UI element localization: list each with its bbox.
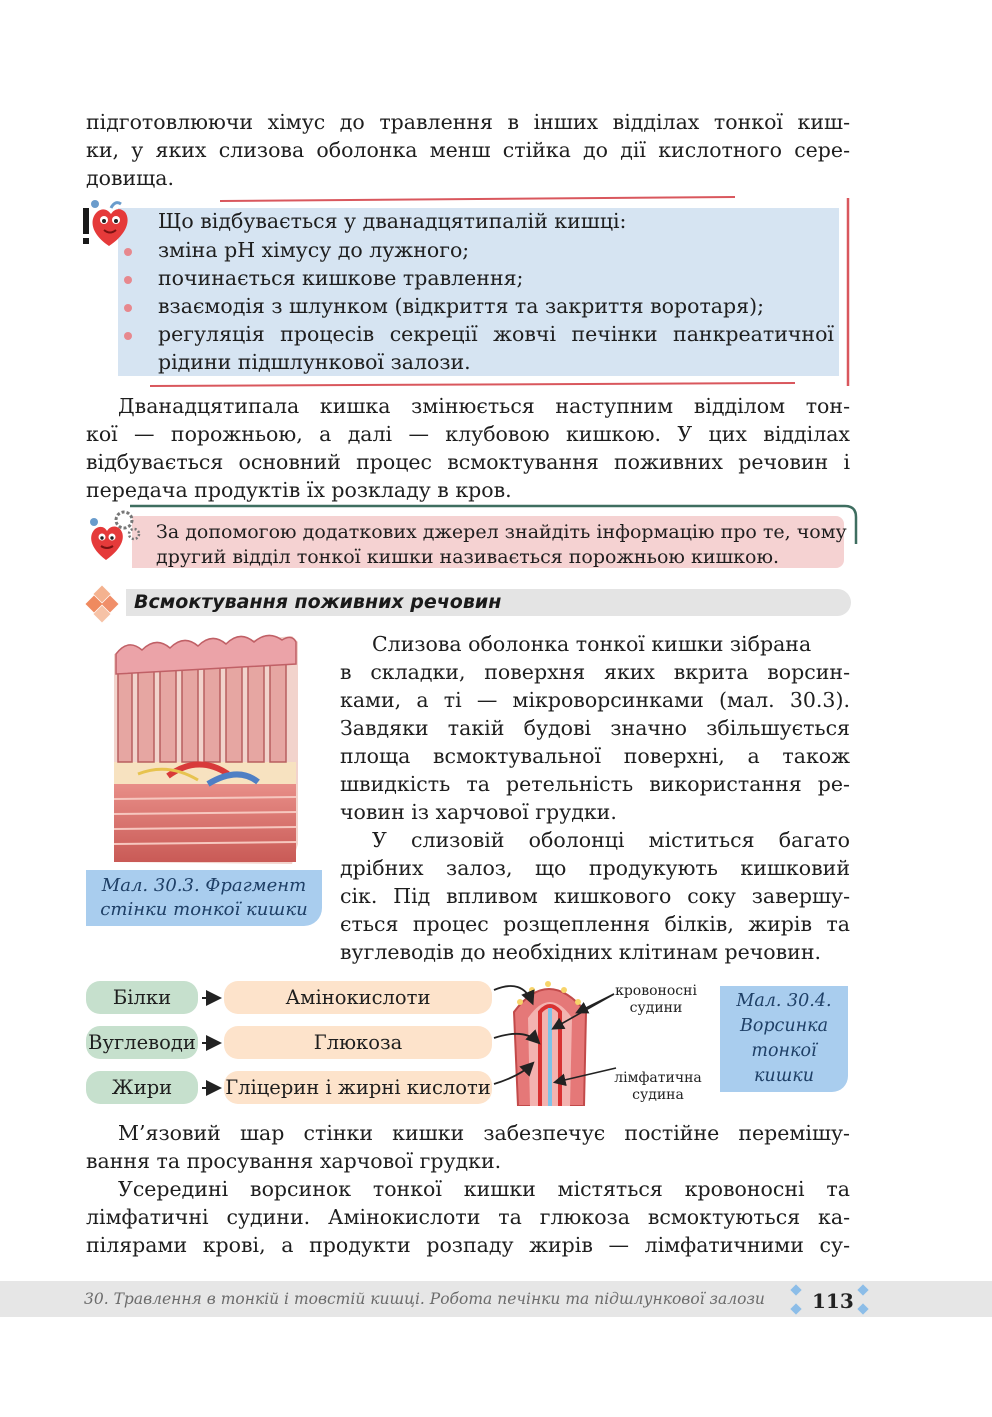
label-blood-vessels: кровоносні <box>615 983 697 999</box>
product-glucose: Глюкоза <box>224 1026 492 1059</box>
figure-caption-line: стінки тонкої кишки <box>100 899 308 920</box>
page-number: 113 <box>812 1289 854 1313</box>
text-line: дрібних залоз, що продукують кишковий <box>340 856 850 880</box>
note-box-bottom-line <box>150 378 800 390</box>
bullet <box>124 304 132 312</box>
text-line: вуглеводів до необхідних клітинам речовин. <box>340 940 821 964</box>
figure-caption-line: тонкої <box>751 1041 817 1061</box>
nutrient-carbohydrates: Вуглеводи <box>86 1026 198 1059</box>
text-line: площа всмоктувальної поверхні, а також <box>340 744 850 768</box>
nutrient-proteins: Білки <box>86 981 198 1014</box>
text-line: ками, а ті — мікроворсинками (мал. 30.3). <box>340 688 850 712</box>
note-item: рідини підшлункової залози. <box>158 350 471 374</box>
figure-caption-line: Мал. 30.3. Фрагмент <box>101 875 307 896</box>
figure-caption-line: Ворсинка <box>739 1016 829 1036</box>
text-line: в складки, поверхня яких вкрита ворсин- <box>340 660 850 684</box>
scheme-arrows <box>196 978 226 1098</box>
bullet <box>124 332 132 340</box>
text-line: довища. <box>86 166 174 190</box>
text-line: М’язовий шар стінки кишки забезпечує постійне перемішу- <box>118 1121 850 1145</box>
text-line: швидкість та ретельність використання ре- <box>340 772 850 796</box>
section-diamonds-icon <box>84 584 130 624</box>
nutrient-fats: Жири <box>86 1071 198 1104</box>
text-line: Слизова оболонка тонкої кишки зібрана <box>372 632 812 656</box>
figure-caption-line: Мал. 30.4. <box>736 991 832 1011</box>
text-line: Завдяки такій будові значно збільшується <box>340 716 850 740</box>
text-line: У слизовій оболонці міститься багато <box>372 828 850 852</box>
note-item: зміна pH хімусу до лужного; <box>158 238 470 262</box>
label-lymph-vessel: лімфатична <box>614 1070 702 1086</box>
text-line: Усередині ворсинок тонкої кишки містяться кровоносні та <box>118 1177 850 1201</box>
label-blood-vessels: судини <box>629 1000 683 1016</box>
text-line: передача продуктів їх розкладу в кров. <box>86 478 512 502</box>
note-item: взаємодія з шлунком (відкриття та закриття воротаря); <box>158 294 764 318</box>
label-lymph-vessel: судина <box>632 1087 684 1103</box>
section-title: Всмоктування поживних речовин <box>134 591 502 613</box>
footer-chapter-title: 30. Травлення в тонкій і товстій кишці. Робота печінки та підшлункової залози <box>84 1290 765 1308</box>
text-line: пілярами крові, а продукти розпаду жирів — лімфатичними су- <box>86 1233 850 1257</box>
bullet <box>124 248 132 256</box>
intestine-wall-illustration <box>108 634 302 866</box>
note-heading: Що відбувається у дванадцятипалій кишці: <box>158 209 627 233</box>
task-text: другий відділ тонкої кишки називається порожньою кишкою. <box>156 546 780 568</box>
text-line: ки, у яких слизова оболонка менш стійка до дії кислотного сере- <box>86 138 850 162</box>
text-line: ється процес розщеплення білків, жирів та <box>340 912 850 936</box>
text-line: сік. Під впливом кишкового соку завершу- <box>340 884 850 908</box>
bullet <box>124 276 132 284</box>
heart-mascot-gears-icon <box>82 508 144 564</box>
villus-illustration <box>488 972 618 1106</box>
text-line: відбувається основний процес всмоктування поживних речовин і <box>86 450 850 474</box>
note-item: регуляція процесів секреції жовчі печінки панкреатичної <box>158 322 834 346</box>
task-text: За допомогою додаткових джерел знайдіть інформацію про те, чому <box>156 521 847 543</box>
text-line: Дванадцятипала кишка змінюється наступним відділом тон- <box>118 394 850 418</box>
text-line: вання та просування харчової грудки. <box>86 1149 502 1173</box>
product-glycerol-fatty-acids: Гліцерин і жирні кислоти <box>224 1071 492 1104</box>
text-line: кої — порожньою, а далі — клубовою кишкою. У цих відділах <box>86 422 850 446</box>
text-line: лімфатичні судини. Амінокислоти та глюкоза всмоктуються ка- <box>86 1205 850 1229</box>
figure-caption-line: кишки <box>753 1066 815 1086</box>
heart-mascot-exclamation-icon <box>73 198 133 250</box>
note-item: починається кишкове травлення; <box>158 266 524 290</box>
text-line: човин із харчової грудки. <box>340 800 617 824</box>
text-line: підготовлюючи хімус до травлення в інших відділах тонкої киш- <box>86 110 850 134</box>
product-amino-acids: Амінокислоти <box>224 981 492 1014</box>
